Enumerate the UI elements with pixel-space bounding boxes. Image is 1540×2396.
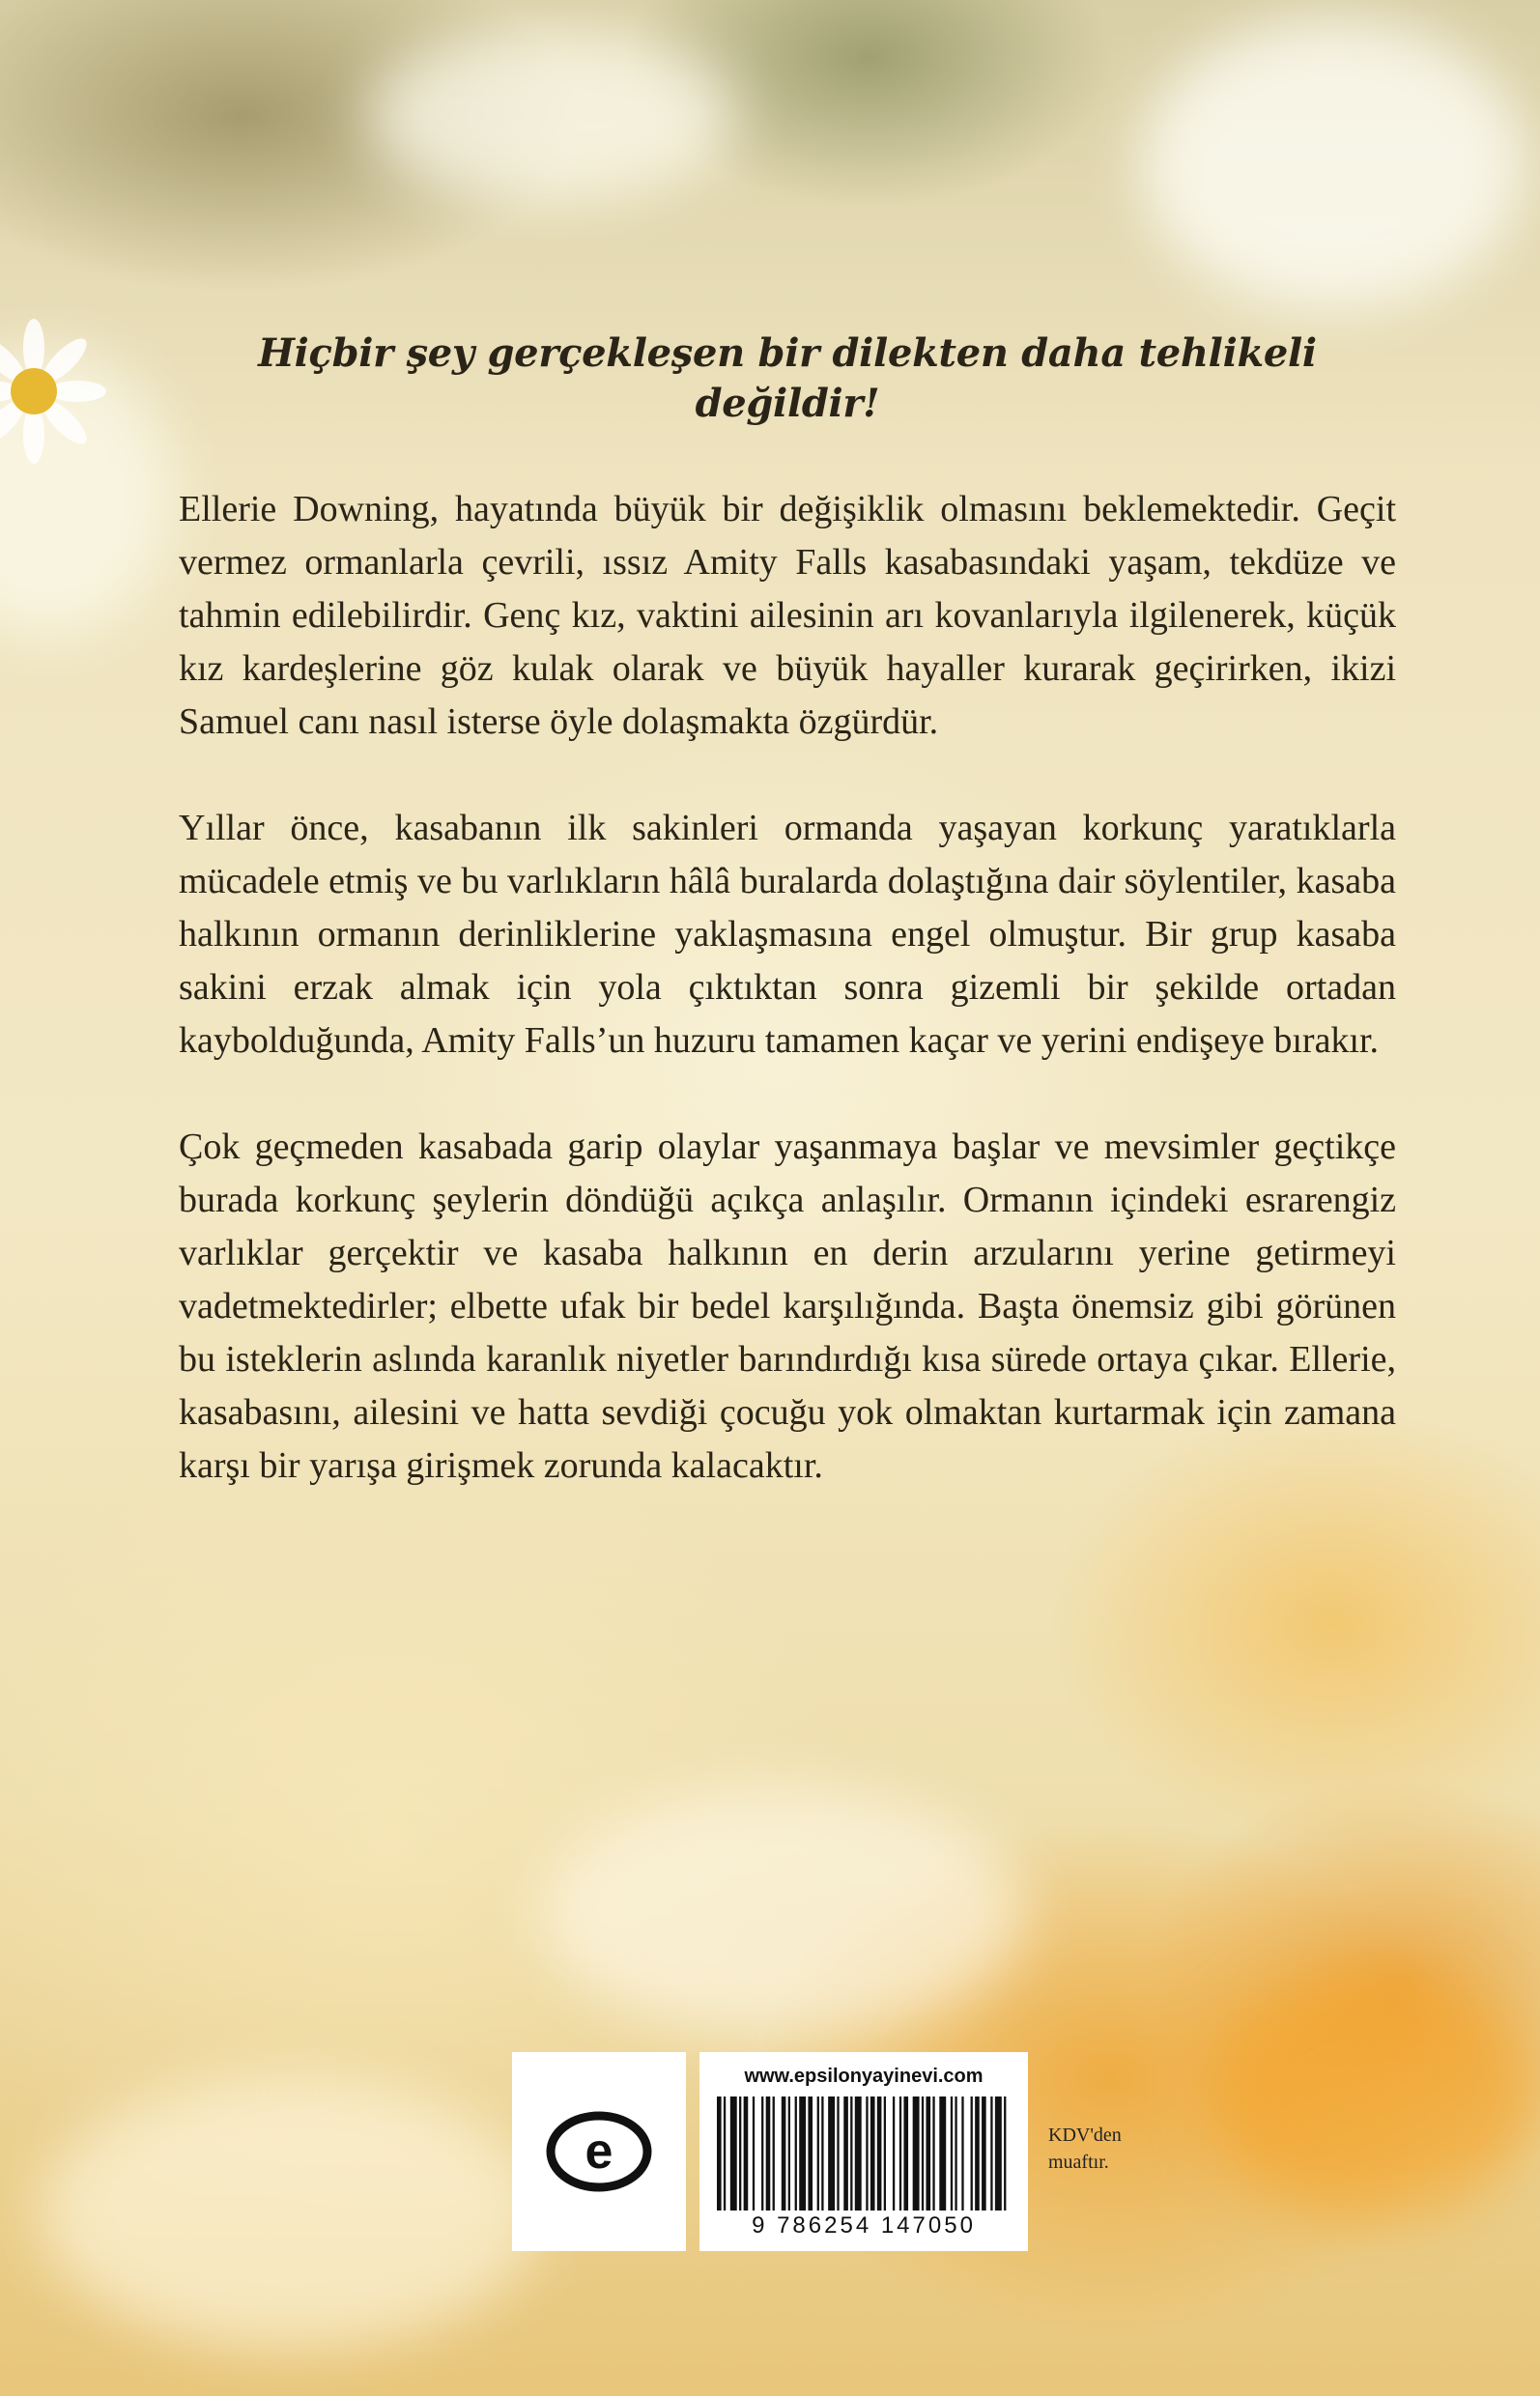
daisy-flower-icon xyxy=(0,319,106,464)
isbn-number: 9 786254 147050 xyxy=(752,2212,976,2239)
barcode-bar xyxy=(773,2096,775,2211)
orange-flower-blob xyxy=(1208,1971,1536,2222)
barcode-bar xyxy=(951,2096,953,2211)
logo-letter: e xyxy=(585,2124,613,2180)
barcode-bar xyxy=(961,2096,963,2211)
barcode-bar xyxy=(730,2096,737,2211)
barcode-bar xyxy=(799,2096,806,2211)
barcode-bar xyxy=(922,2096,924,2211)
barcode-bar xyxy=(990,2096,992,2211)
tax-note-line-1: KDV'den xyxy=(1048,2125,1122,2146)
barcode-bar xyxy=(782,2096,786,2211)
barcode-bar xyxy=(821,2096,823,2211)
barcode-bar xyxy=(855,2096,862,2211)
barcode-bar xyxy=(739,2096,741,2211)
barcode-bar xyxy=(837,2096,839,2211)
barcode-bar xyxy=(926,2096,930,2211)
barcode-bar xyxy=(932,2096,934,2211)
barcode-bar xyxy=(899,2096,901,2211)
smoke-blob xyxy=(367,29,734,203)
barcode-bar xyxy=(1004,2096,1006,2211)
barcode-bar xyxy=(982,2096,986,2211)
barcode-bar xyxy=(903,2096,908,2211)
barcode-bar xyxy=(939,2096,946,2211)
epsilon-logo-icon xyxy=(541,2108,657,2195)
publisher-logo-box xyxy=(512,2052,686,2251)
smoke-blob xyxy=(1140,19,1526,309)
barcode-bar xyxy=(828,2096,835,2211)
barcode-bar xyxy=(788,2096,790,2211)
barcode-bar xyxy=(866,2096,868,2211)
barcode-bar xyxy=(795,2096,797,2211)
tagline: Hiçbir şey gerçekleşen bir dilekten daha tehlikeli değildir! xyxy=(258,330,1317,426)
barcode-bar xyxy=(971,2096,973,2211)
barcode-bar xyxy=(955,2096,956,2211)
barcode-bar xyxy=(766,2096,771,2211)
barcode-bar xyxy=(975,2096,980,2211)
barcode-bar xyxy=(893,2096,895,2211)
barcode-bar xyxy=(817,2096,819,2211)
tax-exempt-note xyxy=(1048,2122,1122,2176)
blurb-paragraph-2: Yıllar önce, kasabanın ilk sakinleri ormanda yaşayan korkunç yaratıklarla mücadele etmiş ve bu varlıkların hâlâ buralarda dolaştığına dair söylentiler, kasaba halkının ormanın derinliklerine yaklaşmasına engel olmuştur. Bir grup kasaba sakini erzak almak için yola çıktıktan sonra gizemli bir şekilde ortadan kaybolduğunda, Amity Falls’un huzuru tamamen kaçar ve yerini endişeye bırakır. xyxy=(179,808,1396,1061)
barcode-bar xyxy=(850,2096,852,2211)
barcode-bar xyxy=(843,2096,848,2211)
smoke-blob xyxy=(39,2077,541,2348)
barcode-bar xyxy=(761,2096,763,2211)
barcode-bar xyxy=(870,2096,875,2211)
barcode-bar xyxy=(995,2096,1002,2211)
barcode-bar xyxy=(724,2096,726,2211)
isbn-barcode xyxy=(717,2096,1011,2211)
tax-note-line-2: muaftır. xyxy=(1048,2152,1109,2173)
barcode-bar xyxy=(753,2096,755,2211)
barcode-bar xyxy=(884,2096,886,2211)
barcode-box xyxy=(699,2052,1028,2251)
blurb-paragraph-1: Ellerie Downing, hayatında büyük bir değişiklik olmasını beklemektedir. Geçit vermez ormanlarla çevrili, ıssız Amity Falls kasabasındaki yaşam, tekdüze ve tahmin edilebilirdir. Genç kız, vaktini ailesinin arı kovanlarıyla ilgilenerek, küçük kız kardeşlerine göz kulak olarak ve büyük hayaller kurarak geçirirken, ikizi Samuel canı nasıl isterse öyle dolaşmakta özgürdür. xyxy=(179,489,1396,742)
barcode-bar xyxy=(808,2096,813,2211)
smoke-blob xyxy=(541,1787,1024,2039)
barcode-bar xyxy=(913,2096,920,2211)
barcode-bar xyxy=(877,2096,882,2211)
blurb xyxy=(179,328,1396,1546)
barcode-bar xyxy=(744,2096,749,2211)
blurb-paragraph-3: Çok geçmeden kasabada garip olaylar yaşanmaya başlar ve mevsimler geçtikçe burada korkunç şeylerin döndüğü açıkça anlaşılır. Ormanın içindeki esrarengiz varlıklar gerçektir ve kasaba halkının en derin arzularını yerine getirmeyi vadetmektedirler; elbette ufak bir bedel karşılığında. Başta önemsiz gibi görünen bu isteklerin aslında karanlık niyetler barındırdığı kısa sürede ortaya çıkar. Ellerie, kasabasını, ailesini ve hatta sevdiği çocuğu yok olmaktan kurtarmak için zamana karşı bir yarışa girişmek zorunda kalacaktır. xyxy=(179,1127,1396,1486)
barcode-bar xyxy=(717,2096,722,2211)
publisher-website: www.epsilonyayinevi.com xyxy=(744,2066,984,2087)
